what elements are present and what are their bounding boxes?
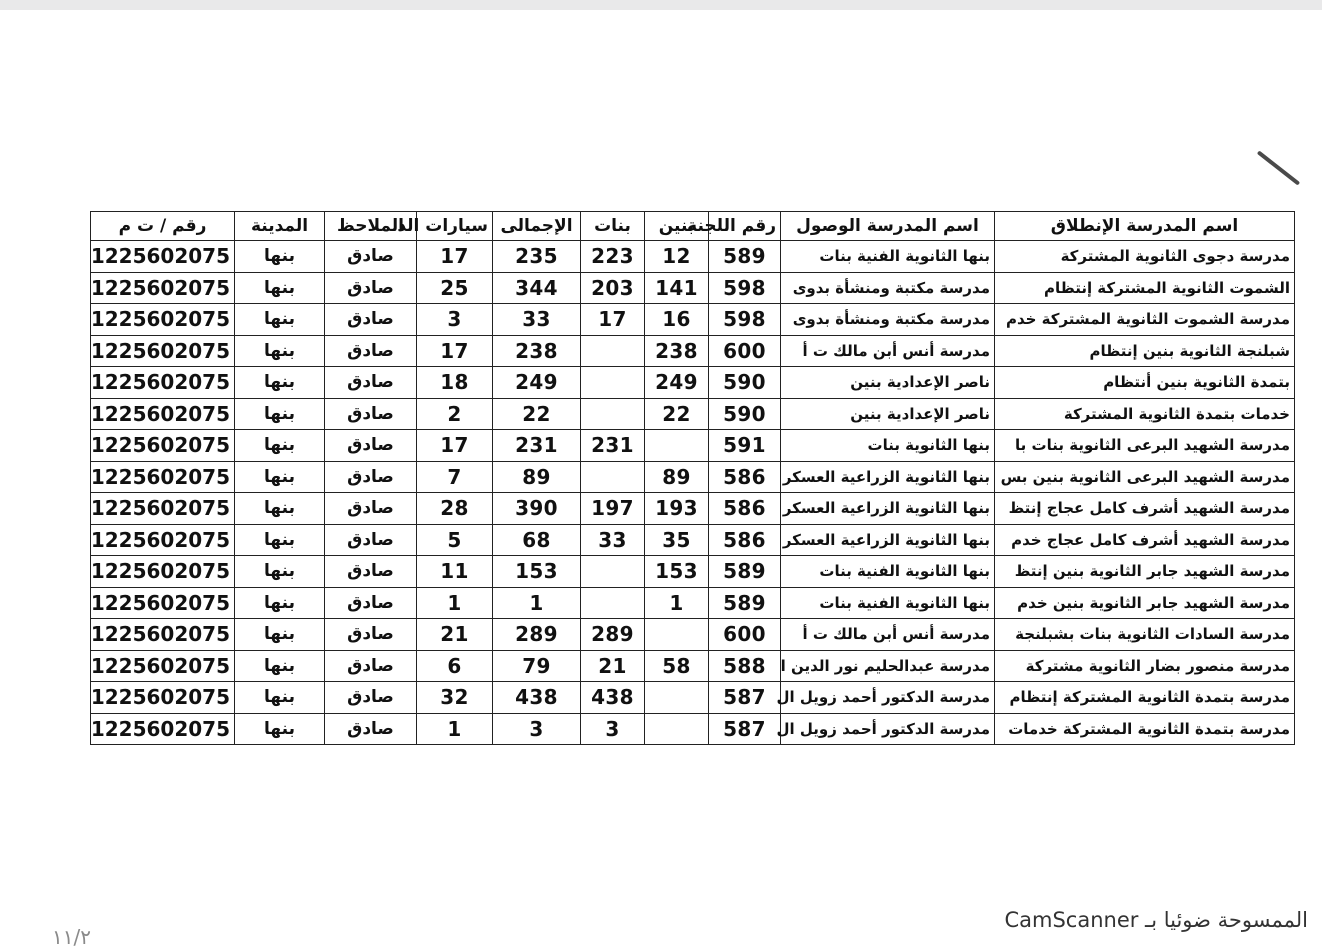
arrival-school-cell: مدرسة الدكتور أحمد زويل ال bbox=[781, 682, 995, 714]
boys-count-cell: 35 bbox=[645, 524, 709, 556]
observer-cell: صادق bbox=[325, 556, 417, 588]
phone-cell: 1225602075 bbox=[91, 650, 235, 682]
phone-cell: 1225602075 bbox=[91, 461, 235, 493]
committee-number-cell: 600 bbox=[709, 619, 781, 651]
cars-count-cell: 1 bbox=[417, 587, 493, 619]
top-edge-strip bbox=[0, 0, 1322, 10]
girls-count-cell bbox=[581, 556, 645, 588]
girls-count-cell: 17 bbox=[581, 304, 645, 336]
city-cell: بنها bbox=[235, 619, 325, 651]
arrival-school-cell: بنها الثانوية الفنية بنات bbox=[781, 556, 995, 588]
city-cell: بنها bbox=[235, 713, 325, 745]
cars-count-cell: 18 bbox=[417, 367, 493, 399]
departure-school-cell: مدرسة الشهيد أشرف كامل عجاج إنتظ bbox=[995, 493, 1295, 525]
city-cell: بنها bbox=[235, 430, 325, 462]
column-header: اسم المدرسة الإنطلاق bbox=[995, 212, 1295, 241]
table-row bbox=[91, 272, 1295, 304]
table-row bbox=[91, 241, 1295, 273]
table-row bbox=[91, 461, 1295, 493]
cars-count-cell: 1 bbox=[417, 713, 493, 745]
girls-count-cell: 3 bbox=[581, 713, 645, 745]
observer-cell: صادق bbox=[325, 650, 417, 682]
committee-number-cell: 590 bbox=[709, 398, 781, 430]
phone-cell: 1225602075 bbox=[91, 493, 235, 525]
phone-cell: 1225602075 bbox=[91, 304, 235, 336]
table-row bbox=[91, 367, 1295, 399]
phone-cell: 1225602075 bbox=[91, 430, 235, 462]
boys-count-cell: 22 bbox=[645, 398, 709, 430]
cars-count-cell: 32 bbox=[417, 682, 493, 714]
city-cell: بنها bbox=[235, 367, 325, 399]
table-row bbox=[91, 682, 1295, 714]
observer-cell: صادق bbox=[325, 524, 417, 556]
committee-number-cell: 591 bbox=[709, 430, 781, 462]
committee-table bbox=[90, 211, 1295, 745]
header-row bbox=[91, 212, 1295, 241]
observer-cell: صادق bbox=[325, 304, 417, 336]
phone-cell: 1225602075 bbox=[91, 367, 235, 399]
city-cell: بنها bbox=[235, 398, 325, 430]
departure-school-cell: شبلنجة الثانوية بنين إنتظام bbox=[995, 335, 1295, 367]
girls-count-cell: 33 bbox=[581, 524, 645, 556]
boys-count-cell: 249 bbox=[645, 367, 709, 399]
committee-number-cell: 587 bbox=[709, 682, 781, 714]
arrival-school-cell: مدرسة أنس أبن مالك ت أ bbox=[781, 619, 995, 651]
committee-number-cell: 590 bbox=[709, 367, 781, 399]
arrival-school-cell: بنها الثانوية بنات bbox=[781, 430, 995, 462]
boys-count-cell: 16 bbox=[645, 304, 709, 336]
city-cell: بنها bbox=[235, 304, 325, 336]
table-row bbox=[91, 493, 1295, 525]
committee-number-cell: 589 bbox=[709, 241, 781, 273]
column-header: سيارات الد bbox=[417, 212, 493, 241]
table-row bbox=[91, 587, 1295, 619]
boys-count-cell: 238 bbox=[645, 335, 709, 367]
arrival-school-cell: بنها الثانوية الزراعية العسكر bbox=[781, 493, 995, 525]
observer-cell: صادق bbox=[325, 335, 417, 367]
cars-count-cell: 28 bbox=[417, 493, 493, 525]
departure-school-cell: مدرسة بتمدة الثانوية المشتركة خدمات bbox=[995, 713, 1295, 745]
total-count-cell: 390 bbox=[493, 493, 581, 525]
cars-count-cell: 5 bbox=[417, 524, 493, 556]
girls-count-cell bbox=[581, 367, 645, 399]
girls-count-cell: 197 bbox=[581, 493, 645, 525]
committee-number-cell: 586 bbox=[709, 493, 781, 525]
observer-cell: صادق bbox=[325, 619, 417, 651]
phone-cell: 1225602075 bbox=[91, 619, 235, 651]
column-header: بنين bbox=[645, 212, 709, 241]
table-body bbox=[91, 241, 1295, 745]
girls-count-cell bbox=[581, 587, 645, 619]
observer-cell: صادق bbox=[325, 713, 417, 745]
departure-school-cell: مدرسة الشهيد أشرف كامل عجاج خدم bbox=[995, 524, 1295, 556]
departure-school-cell: مدرسة الشهيد البرعى الثانوية بنين بس bbox=[995, 461, 1295, 493]
city-cell: بنها bbox=[235, 493, 325, 525]
arrival-school-cell: مدرسة مكتبة ومنشأة بدوى bbox=[781, 304, 995, 336]
committee-number-cell: 600 bbox=[709, 335, 781, 367]
boys-count-cell bbox=[645, 682, 709, 714]
arrival-school-cell: بنها الثانوية الزراعية العسكر bbox=[781, 461, 995, 493]
boys-count-cell bbox=[645, 619, 709, 651]
phone-cell: 1225602075 bbox=[91, 682, 235, 714]
total-count-cell: 22 bbox=[493, 398, 581, 430]
arrival-school-cell: مدرسة عبدالحليم نور الدين ا bbox=[781, 650, 995, 682]
phone-cell: 1225602075 bbox=[91, 398, 235, 430]
city-cell: بنها bbox=[235, 587, 325, 619]
city-cell: بنها bbox=[235, 650, 325, 682]
table-row bbox=[91, 650, 1295, 682]
girls-count-cell bbox=[581, 335, 645, 367]
column-header: الإجمالى bbox=[493, 212, 581, 241]
girls-count-cell: 223 bbox=[581, 241, 645, 273]
cars-count-cell: 6 bbox=[417, 650, 493, 682]
arrival-school-cell: بنها الثانوية الفنية بنات bbox=[781, 241, 995, 273]
departure-school-cell: مدرسة الشهيد جابر الثانوية بنين إنتظ bbox=[995, 556, 1295, 588]
girls-count-cell: 203 bbox=[581, 272, 645, 304]
committee-number-cell: 587 bbox=[709, 713, 781, 745]
departure-school-cell: مدرسة منصور بضار الثانوية مشتركة bbox=[995, 650, 1295, 682]
departure-school-cell: مدرسة الشهيد جابر الثانوية بنين خدم bbox=[995, 587, 1295, 619]
boys-count-cell: 58 bbox=[645, 650, 709, 682]
phone-cell: 1225602075 bbox=[91, 524, 235, 556]
observer-cell: صادق bbox=[325, 587, 417, 619]
table-row bbox=[91, 524, 1295, 556]
city-cell: بنها bbox=[235, 556, 325, 588]
city-cell: بنها bbox=[235, 335, 325, 367]
total-count-cell: 438 bbox=[493, 682, 581, 714]
cars-count-cell: 25 bbox=[417, 272, 493, 304]
departure-school-cell: بتمدة الثانوية بنين أنتظام bbox=[995, 367, 1295, 399]
committee-number-cell: 589 bbox=[709, 556, 781, 588]
phone-cell: 1225602075 bbox=[91, 272, 235, 304]
phone-cell: 1225602075 bbox=[91, 556, 235, 588]
departure-school-cell: مدرسة الشموت الثانوية المشتركة خدم bbox=[995, 304, 1295, 336]
city-cell: بنها bbox=[235, 524, 325, 556]
observer-cell: صادق bbox=[325, 430, 417, 462]
table-row bbox=[91, 430, 1295, 462]
committee-number-cell: 589 bbox=[709, 587, 781, 619]
column-header: رقم / ت م bbox=[91, 212, 235, 241]
cars-count-cell: 2 bbox=[417, 398, 493, 430]
column-header: بنات bbox=[581, 212, 645, 241]
boys-count-cell: 12 bbox=[645, 241, 709, 273]
table-row bbox=[91, 619, 1295, 651]
girls-count-cell: 438 bbox=[581, 682, 645, 714]
boys-count-cell: 89 bbox=[645, 461, 709, 493]
total-count-cell: 153 bbox=[493, 556, 581, 588]
girls-count-cell: 21 bbox=[581, 650, 645, 682]
arrival-school-cell: مدرسة مكتبة ومنشأة بدوى bbox=[781, 272, 995, 304]
cars-count-cell: 17 bbox=[417, 241, 493, 273]
total-count-cell: 289 bbox=[493, 619, 581, 651]
girls-count-cell: 231 bbox=[581, 430, 645, 462]
girls-count-cell bbox=[581, 398, 645, 430]
phone-cell: 1225602075 bbox=[91, 713, 235, 745]
table-row bbox=[91, 713, 1295, 745]
cars-count-cell: 17 bbox=[417, 335, 493, 367]
column-header: المدينة bbox=[235, 212, 325, 241]
column-header: رقم اللجنة bbox=[709, 212, 781, 241]
cars-count-cell: 17 bbox=[417, 430, 493, 462]
boys-count-cell: 141 bbox=[645, 272, 709, 304]
table-header bbox=[91, 212, 1295, 241]
girls-count-cell: 289 bbox=[581, 619, 645, 651]
boys-count-cell bbox=[645, 713, 709, 745]
phone-cell: 1225602075 bbox=[91, 587, 235, 619]
observer-cell: صادق bbox=[325, 272, 417, 304]
boys-count-cell: 193 bbox=[645, 493, 709, 525]
observer-cell: صادق bbox=[325, 241, 417, 273]
total-count-cell: 68 bbox=[493, 524, 581, 556]
arrival-school-cell: بنها الثانوية الزراعية العسكر bbox=[781, 524, 995, 556]
total-count-cell: 3 bbox=[493, 713, 581, 745]
arrival-school-cell: بنها الثانوية الفنية بنات bbox=[781, 587, 995, 619]
page-number: ١١/٢ bbox=[52, 925, 91, 949]
table-row bbox=[91, 335, 1295, 367]
arrival-school-cell: ناصر الإعدادية بنين bbox=[781, 398, 995, 430]
column-header: اسم المدرسة الوصول bbox=[781, 212, 995, 241]
phone-cell: 1225602075 bbox=[91, 241, 235, 273]
committee-number-cell: 598 bbox=[709, 304, 781, 336]
city-cell: بنها bbox=[235, 241, 325, 273]
boys-count-cell: 1 bbox=[645, 587, 709, 619]
arrival-school-cell: مدرسة أنس أبن مالك ت أ bbox=[781, 335, 995, 367]
committee-number-cell: 598 bbox=[709, 272, 781, 304]
total-count-cell: 1 bbox=[493, 587, 581, 619]
city-cell: بنها bbox=[235, 682, 325, 714]
camscanner-label: الممسوحة ضوئيا بـ CamScanner bbox=[1004, 908, 1308, 932]
table-row bbox=[91, 304, 1295, 336]
observer-cell: صادق bbox=[325, 461, 417, 493]
committee-number-cell: 588 bbox=[709, 650, 781, 682]
cars-count-cell: 21 bbox=[417, 619, 493, 651]
total-count-cell: 89 bbox=[493, 461, 581, 493]
total-count-cell: 79 bbox=[493, 650, 581, 682]
cars-count-cell: 11 bbox=[417, 556, 493, 588]
cars-count-cell: 7 bbox=[417, 461, 493, 493]
city-cell: بنها bbox=[235, 461, 325, 493]
phone-cell: 1225602075 bbox=[91, 335, 235, 367]
committee-number-cell: 586 bbox=[709, 524, 781, 556]
table-row bbox=[91, 556, 1295, 588]
departure-school-cell: مدرسة دجوى الثانوية المشتركة bbox=[995, 241, 1295, 273]
girls-count-cell bbox=[581, 461, 645, 493]
departure-school-cell: مدرسة الشهيد البرعى الثانوية بنات با bbox=[995, 430, 1295, 462]
departure-school-cell: خدمات بتمدة الثانوية المشتركة bbox=[995, 398, 1295, 430]
departure-school-cell: مدرسة السادات الثانوية بنات بشبلنجة bbox=[995, 619, 1295, 651]
total-count-cell: 249 bbox=[493, 367, 581, 399]
total-count-cell: 231 bbox=[493, 430, 581, 462]
total-count-cell: 238 bbox=[493, 335, 581, 367]
observer-cell: صادق bbox=[325, 493, 417, 525]
total-count-cell: 33 bbox=[493, 304, 581, 336]
boys-count-cell: 153 bbox=[645, 556, 709, 588]
observer-cell: صادق bbox=[325, 398, 417, 430]
total-count-cell: 235 bbox=[493, 241, 581, 273]
departure-school-cell: الشموت الثانوية المشتركة إنتظام bbox=[995, 272, 1295, 304]
column-header: الملاحظ bbox=[325, 212, 417, 241]
departure-school-cell: مدرسة بتمدة الثانوية المشتركة إنتظام bbox=[995, 682, 1295, 714]
table-row bbox=[91, 398, 1295, 430]
observer-cell: صادق bbox=[325, 682, 417, 714]
pen-mark-decoration bbox=[1257, 150, 1300, 185]
cars-count-cell: 3 bbox=[417, 304, 493, 336]
total-count-cell: 344 bbox=[493, 272, 581, 304]
observer-cell: صادق bbox=[325, 367, 417, 399]
arrival-school-cell: ناصر الإعدادية بنين bbox=[781, 367, 995, 399]
city-cell: بنها bbox=[235, 272, 325, 304]
boys-count-cell bbox=[645, 430, 709, 462]
committee-number-cell: 586 bbox=[709, 461, 781, 493]
arrival-school-cell: مدرسة الدكتور أحمد زويل ال bbox=[781, 713, 995, 745]
